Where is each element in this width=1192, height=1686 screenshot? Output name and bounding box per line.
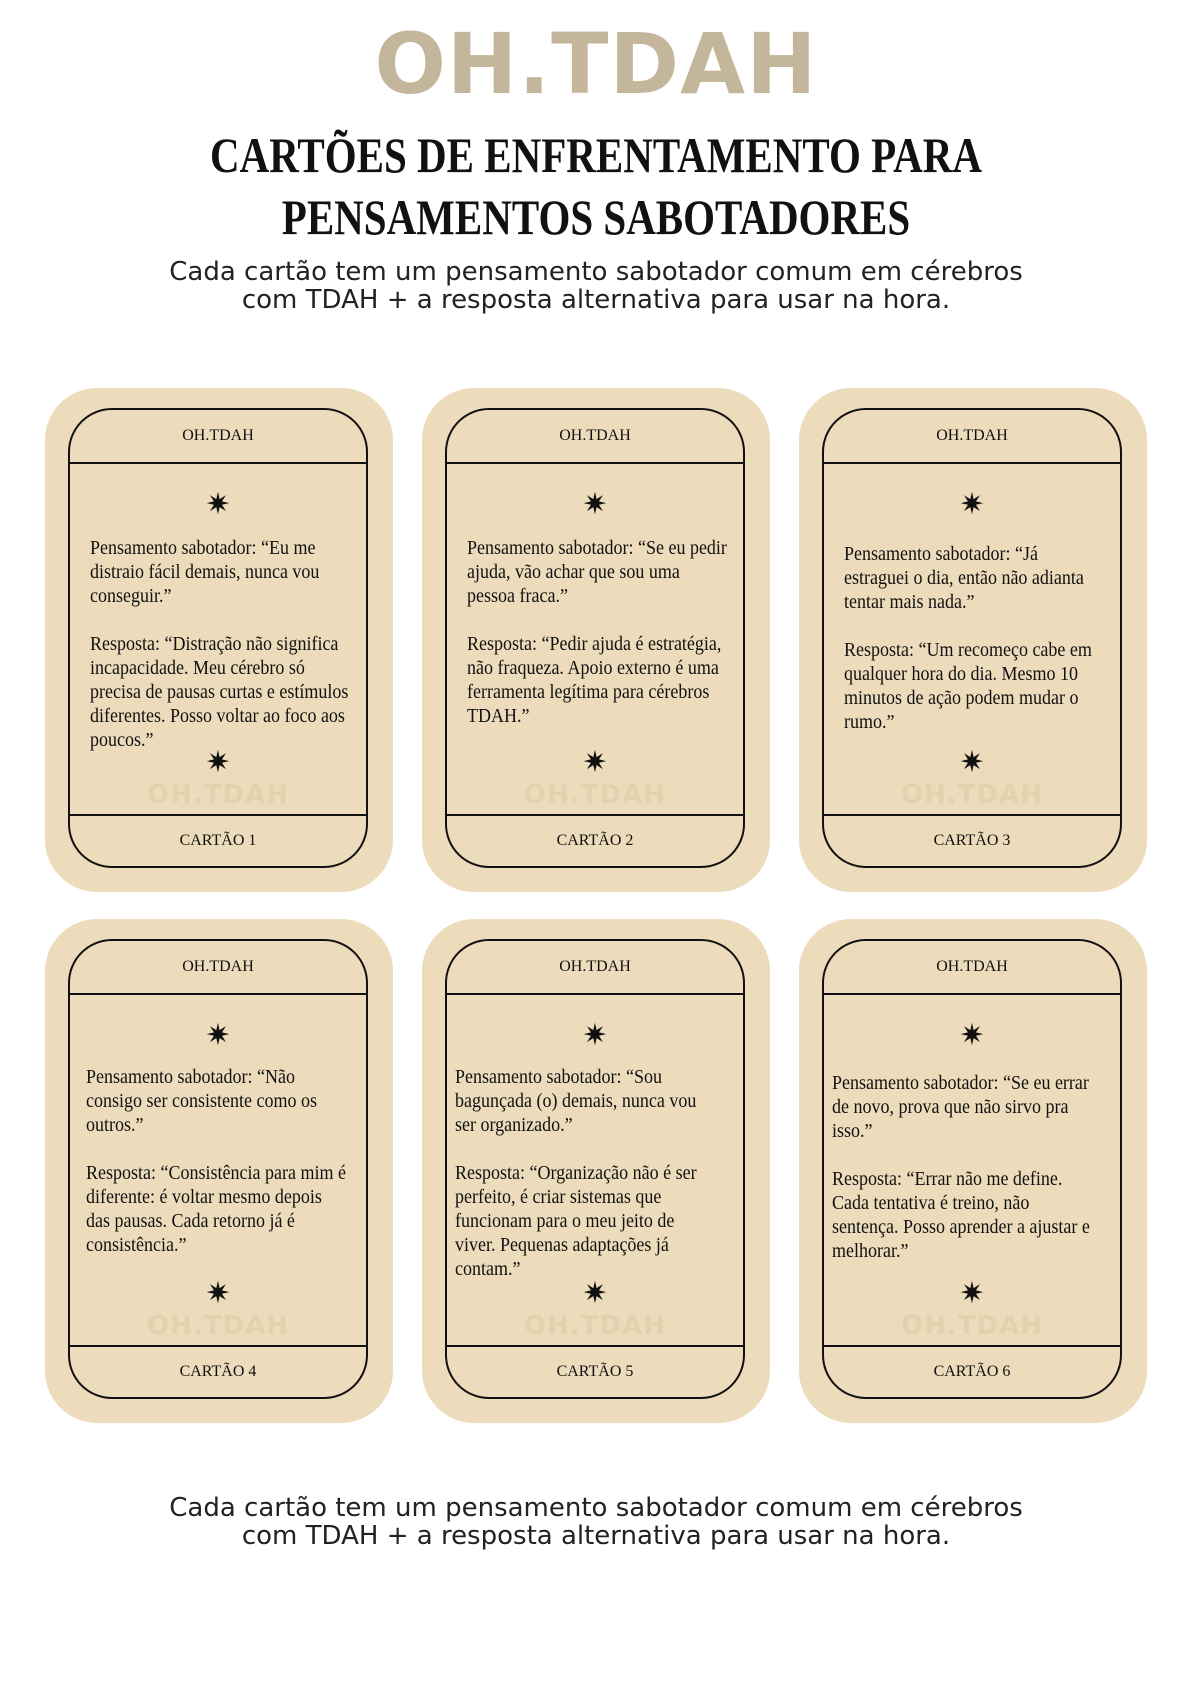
card-response: Resposta: “Organização não é ser perfeito, é criar sistemas que funcionam para o meu jeito de viver. Pequenas adaptações já contam.”: [455, 1162, 697, 1280]
card-body: [455, 1065, 718, 1281]
star-icon: ✷: [959, 1019, 985, 1052]
card-watermark: OH.TDAH: [524, 1311, 666, 1341]
page-title: [107, 124, 1084, 248]
card-watermark: OH.TDAH: [147, 780, 289, 810]
card-header: OH.TDAH: [70, 941, 366, 995]
card-watermark: OH.TDAH: [901, 1311, 1043, 1341]
card-header: OH.TDAH: [447, 941, 743, 995]
card-response: Resposta: “Pedir ajuda é estratégia, não fraqueza. Apoio externo é uma ferramenta legítima para cérebros TDAH.”: [467, 633, 722, 727]
star-icon: ✷: [582, 746, 608, 779]
card-thought: Pensamento sabotador: “Se eu pedir ajuda, vão achar que sou uma pessoa fraca.”: [467, 537, 727, 607]
card-watermark: OH.TDAH: [147, 1311, 289, 1341]
card-body: [86, 1065, 349, 1257]
card-frame: [445, 939, 745, 1399]
page-subtitle: [0, 258, 1192, 314]
card-body: [467, 536, 730, 728]
coping-card-3: [799, 388, 1147, 892]
card-frame: [822, 408, 1122, 868]
card-footer: CARTÃO 2: [447, 814, 743, 866]
card-response: Resposta: “Um recomeço cabe em qualquer hora do dia. Mesmo 10 minutos de ação podem mudar o rumo.”: [844, 639, 1092, 733]
star-icon: ✷: [205, 746, 231, 779]
card-frame: [822, 939, 1122, 1399]
star-icon: ✷: [205, 1019, 231, 1052]
card-thought: Pensamento sabotador: “Sou bagunçada (o) demais, nunca vou ser organizado.”: [455, 1066, 697, 1136]
coping-card-4: [45, 919, 393, 1423]
card-footer: CARTÃO 6: [824, 1345, 1120, 1397]
card-header: OH.TDAH: [824, 941, 1120, 995]
coping-card-2: [422, 388, 770, 892]
card-watermark: OH.TDAH: [524, 780, 666, 810]
brand-logo: OH.TDAH: [374, 15, 818, 113]
card-thought: Pensamento sabotador: “Se eu errar de novo, prova que não sirvo pra isso.”: [832, 1072, 1089, 1142]
page-title-line-2: PENSAMENTOS SABOTADORES: [281, 189, 911, 245]
card-response: Resposta: “Distração não significa incapacidade. Meu cérebro só precisa de pausas curtas e estímulos diferentes. Posso voltar ao foco aos poucos.”: [90, 633, 349, 751]
page-footer-line-1: Cada cartão tem um pensamento sabotador comum em cérebros: [169, 1493, 1023, 1523]
page-subtitle-line-1: Cada cartão tem um pensamento sabotador comum em cérebros: [169, 257, 1023, 287]
card-body: [90, 536, 353, 752]
star-icon: ✷: [205, 488, 231, 521]
coping-card-5: [422, 919, 770, 1423]
card-thought: Pensamento sabotador: “Eu me distraio fácil demais, nunca vou conseguir.”: [90, 537, 320, 607]
star-icon: ✷: [959, 1277, 985, 1310]
page-footer-note: [0, 1494, 1192, 1550]
star-icon: ✷: [582, 1277, 608, 1310]
card-footer: CARTÃO 5: [447, 1345, 743, 1397]
card-footer: CARTÃO 4: [70, 1345, 366, 1397]
star-icon: ✷: [205, 1277, 231, 1310]
card-response: Resposta: “Errar não me define. Cada tentativa é treino, não sentença. Posso aprender a ajustar e melhorar.”: [832, 1168, 1090, 1262]
card-body: [844, 542, 1107, 734]
card-thought: Pensamento sabotador: “Não consigo ser consistente como os outros.”: [86, 1066, 317, 1136]
coping-card-6: [799, 919, 1147, 1423]
card-header: OH.TDAH: [70, 410, 366, 464]
card-footer: CARTÃO 3: [824, 814, 1120, 866]
page-footer-line-2: com TDAH + a resposta alternativa para usar na hora.: [241, 1521, 951, 1551]
page-subtitle-line-2: com TDAH + a resposta alternativa para usar na hora.: [241, 285, 951, 315]
star-icon: ✷: [582, 1019, 608, 1052]
star-icon: ✷: [959, 746, 985, 779]
page-title-line-1: CARTÕES DE ENFRENTAMENTO PARA: [210, 127, 982, 183]
card-body: [832, 1071, 1095, 1263]
star-icon: ✷: [959, 488, 985, 521]
star-icon: ✷: [582, 488, 608, 521]
card-frame: [445, 408, 745, 868]
card-watermark: OH.TDAH: [901, 780, 1043, 810]
card-thought: Pensamento sabotador: “Já estraguei o dia, então não adianta tentar mais nada.”: [844, 543, 1084, 613]
coping-card-1: [45, 388, 393, 892]
card-frame: [68, 408, 368, 868]
card-header: OH.TDAH: [447, 410, 743, 464]
card-frame: [68, 939, 368, 1399]
card-footer: CARTÃO 1: [70, 814, 366, 866]
card-response: Resposta: “Consistência para mim é diferente: é voltar mesmo depois das pausas. Cada retorno já é consistência.”: [86, 1162, 346, 1256]
card-header: OH.TDAH: [824, 410, 1120, 464]
